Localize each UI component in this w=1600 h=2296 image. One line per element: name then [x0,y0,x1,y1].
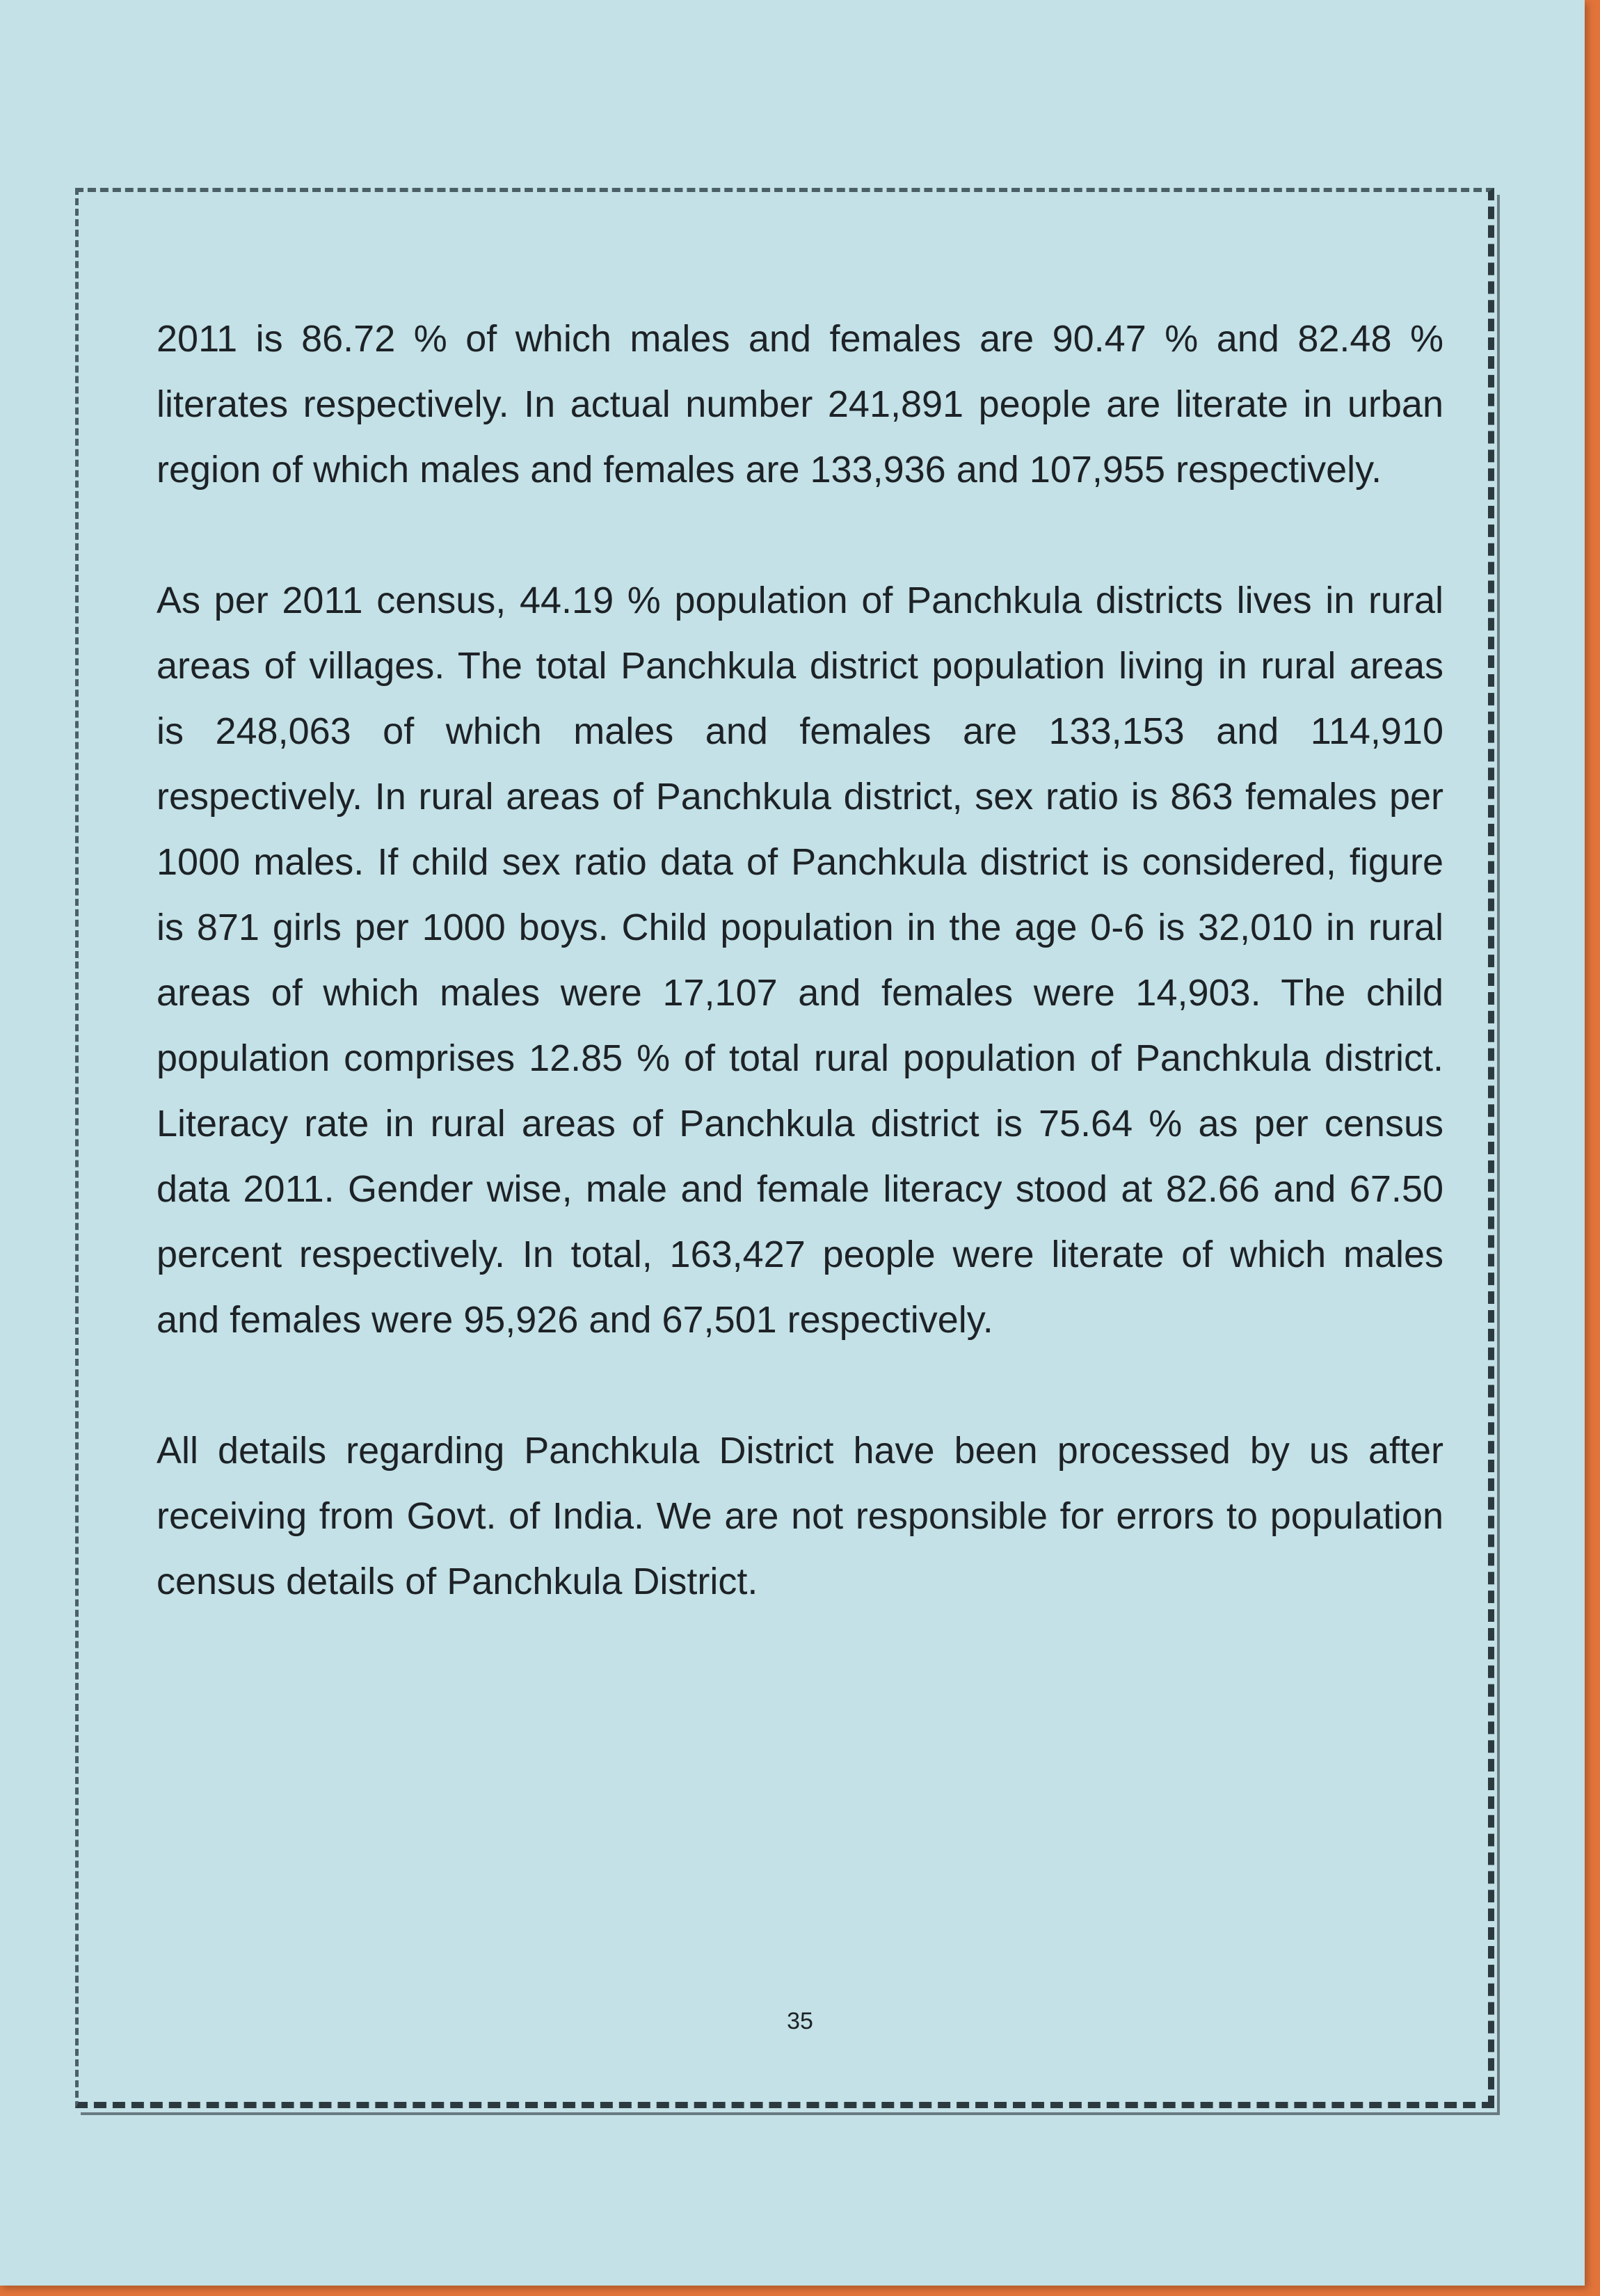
paragraph-disclaimer: All details regarding Panchkula District have been processed by us after receiving from Govt. of India. We are not responsible for errors to population census details of Panchkula District. [157,1430,1443,1602]
paragraph-rural-population: As per 2011 census, 44.19 % population of Panchkula districts lives in rural areas of villages. The total Panchkula district population living in rural areas is 248,063 of which males and females are 133,153 and 114,910 respectively. In rural areas of Panchkula district, sex ratio is 863 females per 1000 males. If child sex ratio data of Panchkula district is considered, figure is 871 girls per 1000 boys. Child population in the age 0-6 is 32,010 in rural areas of which males were 17,107 and females were 14,903. The child population comprises 12.85 % of total rural population of Panchkula district. Literacy rate in rural areas of Panchkula district is 75.64 % as per census data 2011. Gender wise, male and female literacy stood at 82.66 and 67.50 percent respectively. In total, 163,427 people were literate of which males and females were 95,926 and 67,501 respectively. [157,580,1443,1341]
page-body [157,306,1443,1680]
page-number: 35 [787,2008,813,2034]
paragraph-urban-literacy: 2011 is 86.72 % of which males and females are 90.47 % and 82.48 % literates respectively. In actual number 241,891 people are literate in urban region of which males and females are 133,936 and 107,955 respectively. [157,318,1443,491]
